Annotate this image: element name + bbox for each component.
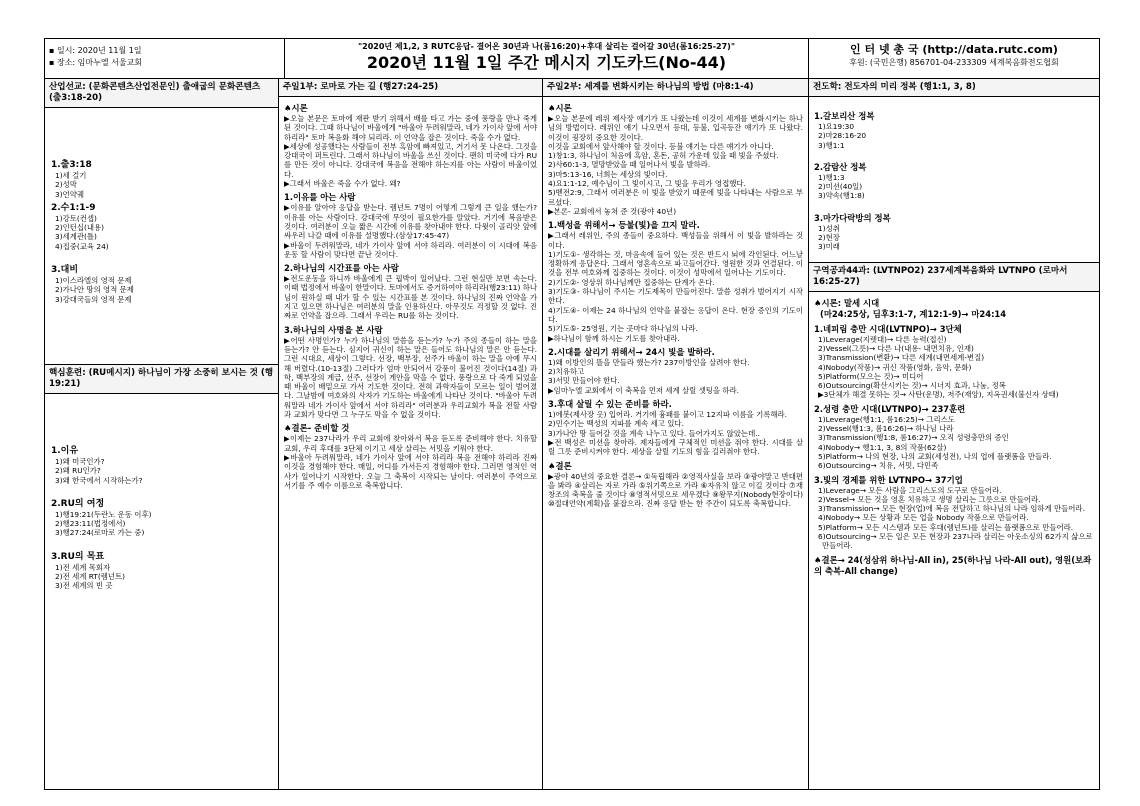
sermon2-body: [543, 97, 808, 511]
paragraph: ▶임마누엘 교회에서 이 축복을 먼저 세계 살릴 셋팅을 하라.: [548, 385, 740, 395]
place-text: ▪ 장소: 임마누엘 서울교회: [49, 58, 143, 67]
section-heading: ♠결론: [548, 460, 572, 471]
sermon2-title: 주일2부: 세계를 변화시키는 하나님의 방법 (마8:1-4): [543, 79, 808, 97]
list-item: 1)세 걸기: [55, 171, 87, 180]
list-item: 1)Leverage→ 모든 사람을 그리스도의 도구로 만들어라.: [818, 485, 1002, 495]
sermon1-title: 주일1부: 로마로 가는 길 (행27:24-25): [279, 79, 542, 97]
section-heading: ♠결론- 준비할 것: [284, 423, 350, 434]
list-item: 6)Outsourcing(확산시키는 것)→ 시너지 효과, 나눔, 정복: [818, 381, 1006, 391]
list-item: 2)Vessel(행1:3, 롬16:26)→ 하나님 나라: [818, 424, 954, 434]
header: [45, 39, 1099, 79]
evangelism-title: 전도학: 전도자의 미리 정복 (행1:1, 3, 8): [809, 79, 1099, 97]
section-heading: 2.시대를 살리기 위해서→ 24시 빛을 발하라.: [548, 346, 715, 357]
paragraph: ▶어떤 사명인가? 누가 하나님의 말씀을 듣는가? 누가 주의 종들이 하는 말을 듣는가? 안 듣는다. 심지어 귀신이 하는 말은 들어도 하나님의 말은 안 듣는다. 그런 시대요, 세상이 그렇다. 선장, 백부장, 선주가 바울이 하는 말을 아예 무시해 버렸다.(10-13절) 그러다가 엄마 안되어서 강풍이 불어진 것이다(14절) 과학, 백부장의 계급, 선주, 선장이 게안을 막을 수 없다. 풍랑으로 다 죽게 되었을 때 바울이 배밑으로 가서 기도한 것이다. 전혀 과학자들이 모르는 일이 벌어졌다. 그날밤에 여호와의 사자가 기도하는 바울에게 나타난 것이다. "바울아 두려워말라 네가 가이사 앞에서 서야 하리라" 여러분과 우리교회가 복을 전할 사람과 교회가 맞다면 그 누구도 막을 수 없을 것이다.: [284, 335, 537, 420]
list-item: 3)세계관(틀): [55, 232, 97, 242]
columns: [45, 79, 1099, 789]
list-item: 2)왜 RU인가?: [55, 466, 101, 476]
paragraph: ▶전도운동을 하니까 바울에게 큰 핍박이 일어났다. 그런 현실만 보면 속는다. 이때 법정에서 바울이 한말이다. 토마에서도 증거하여야 하리라(행23:11) 하나님이 원하실 때 내가 할 수 있는 시간표를 본 것이다. 하나님의 진짜 언약을 가지고 있으면 하나님은 여러분의 말을 인용하신다. 아무것도 걱정할 것 없다. 진짜로 언약을 잡으라. 그래서 우리는 RU를 하는 것이다.: [284, 274, 537, 321]
column-sermon-1: [279, 79, 543, 789]
list-item: 1)전 세계 목회자: [55, 562, 111, 572]
list-item: 3)왜 한국에서 시작하는가?: [55, 475, 143, 485]
list-item: 3)Transmission(변환)→ 다른 세계(내면세계-변질): [818, 353, 985, 363]
list-item: 1)요19:30: [818, 122, 855, 131]
list-item: 2)미션(40일): [818, 182, 863, 192]
section-heading: 1.이유: [51, 445, 79, 456]
header-title-block: [285, 39, 809, 78]
bank-text: 후원: (국민은행) 856701-04-233309 세계복음화전도협회: [849, 58, 1059, 67]
site-text: 인 터 넷 총 국 (http://data.rutc.com): [850, 43, 1058, 56]
section-heading: 1.출3:18: [51, 160, 92, 170]
paragraph: 이것을 교회에서 앞사해야 할 것이다. 등불 얘기는 다른 얘기가 아니다.: [548, 141, 774, 151]
paragraph: ▶이제는 237나라가 우리 교회에 찾아와서 복음 듣도록 준비해야 한다. 치유할 교회, 우리 후대를 3단체 이기고 세상 살리는 서밋을 키워야 한다.: [284, 434, 537, 453]
paragraph: ▶그래서 바울은 죽을 수가 없다. 왜?: [284, 179, 401, 189]
conclusion-text: ♠결론→ 24(성삼위 하나님-All in), 25(하나님 나라-All out), 영원(보좌의 축복-All change): [814, 554, 1092, 576]
paragraph: ▶세상에 성공했다는 사람들이 전부 흑암에 빠져있고, 거기서 못 나온다. 그것을 강대국이 퍼트린다. 그래서 하나님이 바울을 쓰신 것이다. 팬히 미국에 다가 RU를 만든 것이 아니다. 강대국에 복음을 전해야 하는지를 아는 사람이 바울이었다.: [284, 141, 537, 179]
scripture-ref: (마24:25상, 딤후3:1-7, 계12:1-9)→ 마24:14: [820, 308, 1007, 319]
list-item: 3)행1:1: [818, 140, 845, 150]
section-heading: 3.대비: [51, 265, 79, 276]
paragraph: 3)서밋 만들어야 한다.: [548, 376, 620, 386]
industry-title: 산업선교: (문화콘텐츠산업전문인) 출애굽의 문화콘텐츠 (출3:18-20): [45, 79, 278, 108]
section-heading: 1.네피림 충만 시대(LVTNPO)→ 3단체: [814, 323, 962, 334]
list-item: 4)Nobody→ 모든 상황과 모든 업을 Nobody 작품으로 만들어라.: [818, 513, 1029, 523]
list-item: 2)Vessel(그릇)→ 다른 나(내용- 내면치유, 인재): [818, 343, 974, 353]
list-item: 1)왜 미국인가?: [55, 456, 105, 466]
sermon1-body: [279, 97, 542, 492]
list-item: 1)이스라엘의 영적 문제: [55, 276, 132, 286]
date-text: ▪ 일시: 2020년 11월 1일: [49, 46, 142, 55]
section-heading: 3.하나님의 사명을 본 사람: [284, 324, 383, 335]
list-item: 5)Platform→ 모든 시스템과 모든 후대(렘넌트)를 살리는 플랫폼으로 만들어라.: [818, 522, 1074, 532]
section-heading: 2.수1:1-9: [51, 202, 96, 213]
list-item: 5)Platform→ 나의 현장, 나의 교회(세성전), 나의 업에 플랫폼을 만들라.: [818, 451, 1052, 461]
list-item: 2)가나안 땅의 영적 문제: [55, 285, 134, 295]
list-item: 4)집중(교육 24): [55, 241, 109, 251]
training-body: [45, 394, 278, 593]
paragraph: ▶하나님이 함께 하시는 기도를 찾아내라.: [548, 333, 680, 343]
paragraph: 2)사60:1-3, 멸망받았을 때 일어나서 빛을 발하라.: [548, 160, 711, 170]
list-item: 2)현장: [818, 233, 840, 243]
paragraph: ▶전 백성은 미션을 찾아라. 제자들에게 구체적인 미션을 줘야 한다. 시대를 살릴 그릇 준비시켜야 한다. 세상을 살릴 기도의 힘을 길러줘야 한다.: [548, 437, 803, 457]
paragraph: ▶그래서 레위인, 주의 종들이 중요하다. 백성들을 위해서 이 빛을 발하라는 것이다.: [548, 231, 803, 250]
list-item: 2)성막: [55, 180, 77, 190]
paragraph: 1)기도①- 생각하는 것, 마음속에 들어 있는 것은 반드시 뇌에 각인된다. 어느날 정확하게 응답온다. 그래서 영혼속으로 파고들어간다. 영원한 것과 연결된다. 이것을 전부 여호와께 집중하는 것이다. 이것이 성막에서 일어나는 기도이다.: [548, 249, 803, 278]
paragraph: ▶이유를 알아야 응답을 받는다. 렘넌트 7명이 어떻게 그렇게 큰 일을 했는가? 이유를 아는 사람이다. 강대국에 무엇이 필요한가를 알았다. 거기에 복음받은 것이다. 여러분이 오늘 짧은 시간에 이유를 찾아내야 한다. 다윗이 골리앗 앞에 싸우러 나갈 때에 이유를 설명했다.(삼상17:45-47): [284, 203, 537, 241]
list-item: 1)Leverage(행1:1, 롬16:25)→ 그리스도: [818, 414, 955, 424]
list-item: 3)Transmission(행1:8, 롬16:27)→ 오직 성령충만의 증인: [818, 433, 1009, 443]
column-evangelism: [809, 79, 1099, 789]
list-item: 1)강토(컨셉): [55, 213, 97, 223]
list-item: 6)Outsourcing→ 치유, 서밋, 다민족: [818, 461, 939, 471]
list-item: 2)인턴십(내용): [55, 223, 105, 233]
list-item: 1)성취: [818, 223, 840, 233]
paragraph: 5)벧전2:9, 그래서 여러분은 이 빛을 받았기 때문에 빛을 나타내는 사람으로 부르셨다.: [548, 188, 803, 207]
section-heading: 2.하나님의 시간표를 아는 사람: [284, 263, 399, 274]
paragraph: 1)창1:3, 하나님이 처음에 흑암, 혼돈, 공허 가운데 있을 때 빛을 주셨다.: [548, 151, 779, 161]
header-info: [45, 39, 285, 78]
header-sponsor: [809, 39, 1099, 78]
section-heading: 3.빛의 경제를 위한 LVTNPO→ 37기업: [814, 474, 963, 485]
section-heading: 2.성령 충만 시대(LVTNPO)→ 237훈련: [814, 403, 966, 414]
paragraph: 2)치유하고: [548, 367, 585, 377]
list-item: 3)미래: [818, 242, 840, 252]
section-heading: ♠시론: 말세 시대: [814, 297, 880, 308]
paragraph: ▶오늘 본문은 토마에 재판 받기 위해서 배를 타고 가는 중에 풍랑을 만나 죽게 된 것이다. 그때 하나님이 바울에게 "바울아 두려워말라, 네가 가이사 앞에 서야 하리라" 토마 복음화 해야 되리라. 이 언약을 잡은 것이다. 죽을 수가 없다.: [284, 114, 537, 142]
paragraph: 2)민수기는 백성의 지파를 계속 세고 있다.: [548, 419, 684, 429]
list-item: 2)전 세계 RT(렘넌트): [55, 572, 125, 582]
list-item: 1)행1:3: [818, 172, 845, 182]
paragraph: 3)마5:13-16, 너희는 세상의 빛이다.: [548, 169, 668, 179]
list-item: 4)Nobody→ 행1:1, 3, 8의 작품(62살): [818, 442, 947, 452]
section-heading: 2.RU의 여정: [51, 498, 105, 509]
industry-body: [45, 108, 278, 364]
paragraph: ▶오늘 본문에 레위 제사장 얘기가 또 나왔는데 이것이 세계를 변화시키는 하나님의 방법이다. 레위인 얘기 나오면서 등대, 등불, 입곡등잔 얘기가 또 나왔다. 이것이 굉장히 중요한 것이다.: [548, 114, 803, 142]
evangelism-body: [809, 97, 1099, 262]
page-title: 2020년 11월 1일 주간 메시지 기도카드(No-44): [366, 53, 727, 72]
section-heading: 1.백성을 위해서→ 등불(빛)을 끄지 말라.: [548, 220, 700, 231]
list-item: 2)마28:16-20: [818, 131, 867, 141]
paragraph: 5)기도⑤- 25영원, 기는 곳마다 하나님의 나라.: [548, 324, 698, 334]
list-item: 1)Leverage(지렛대)→ 다른 능력(접신): [818, 334, 947, 344]
list-item: 1)행19:21(두란노 운동 이후): [55, 509, 152, 519]
paragraph: ▶본론- 교회에서 놓쳐 준 것(광야 40년): [548, 206, 677, 216]
lesson-body: [809, 292, 1099, 579]
paragraph: ▶광야 40년의 중요한 결론→ ①독립해라 ②영적사실을 보라 ③광야말고 반대편을 봐라 ④살리는 자로 가라 ⑤위기쪽으로 가라 ⑥자유치 않고 이길 것이다 ⑦재창조의 축복을 줄 것이다 ⑧영적서밋으로 세우겠다 ⑨왕무지(Nobody현장이다) ⑩절대언약(계획)을 붙잡으라. 진짜 응답 받는 한 주간이 되도록 축복합니다.: [548, 471, 803, 509]
paragraph: 3)기도③- 하나님이 주시는 기도제목이 만들어진다. 말씀 성취가 벌어지기 시작한다.: [548, 287, 803, 306]
header-subtitle: "2020년 제1,2, 3 RUTC응답- 결어온 30년과 나(롬16:20)+후대 살리는 걸어갈 30년(롬16:25-27)": [357, 42, 735, 51]
section-heading: 2.감람산 정복: [814, 161, 867, 172]
section-heading: ♠시론: [548, 103, 572, 113]
list-item: 3)Transmission→ 모든 현장(업)에 복음 전달하고 하나님의 나라 임하게 만들어라.: [818, 504, 1085, 514]
paragraph: 1)에봇(제사장 옷) 입어라. 거기에 흉패를 붙이고 12지파 이름을 기록해라.: [548, 410, 788, 420]
list-item: 3)약속(행1:8): [818, 191, 865, 201]
paragraph: 4)기도④- 이제는 24 하나님의 언약을 붙잡는 응답이 온다. 현장 증인의 기도이다.: [548, 305, 803, 324]
section-heading: 1.이유를 아는 사람: [284, 192, 356, 203]
list-item: 5)Platform(모으는 것)→ 미디어: [818, 371, 924, 381]
list-item: 3)강대국들의 영적 문제: [55, 294, 132, 304]
section-heading: ♠시론: [284, 103, 308, 113]
list-item: 6)Outsourcing→ 모든 일은 모든 현장과 237나라 살리는 아웃소싱의 62가지 삶으로 만들어라.: [818, 532, 1093, 551]
list-item: 3)행27:24(로마로 가는 중): [55, 528, 145, 538]
section-heading: 3.후대 살릴 수 있는 준비를 하라.: [548, 399, 672, 410]
column-industry: [45, 79, 279, 789]
section-heading: 1.갈보리산 정복: [814, 111, 875, 121]
lesson-title: 구역공과44과: (LVTNPO2) 237세계복음화와 LVTNPO (로마서16:25-27): [809, 262, 1099, 292]
list-item: 2)Vessel→ 모든 것을 영혼 치유하고 생명 살리는 그릇으로 만들어라.: [818, 494, 1041, 504]
training-title: 핵심훈련: (RU메시지) 하나님이 가장 소중히 보시는 것 (행19:21): [45, 364, 278, 394]
paragraph: 1)왜 이방인의 뜰을 만들라 했는가? 237이방인을 살려야 한다.: [548, 357, 750, 367]
list-item: 4)Nobody(작품)→ 귀신 작품(영화, 음악, 문화): [818, 362, 972, 372]
list-item: 3)전 세계의 빈 곳: [55, 581, 113, 591]
list-item: 2)행23:11(법정에서): [55, 519, 126, 529]
list-item: ▶3단체가 해결 못하는 것→ 사탄(운명), 저주(재앙), 지옥권세(불신자 상태): [818, 390, 1059, 400]
paragraph: 3)가나안 땅 들어갈 것을 계속 나누고 있다. 들어가지도 않았는데..: [548, 428, 760, 438]
paragraph: ▶바울아 두려워말라, 네가 가이사 앞에 서야 하리라 복음 전해야 하리라 진짜 이것을 경험해야 한다. 매일, 어디를 가서든지 경험해야 한다. 그러면 영적인 역사가 일어나기 시작한다. 오늘 그 축복이 시작되는 날이다. 여러분이 주역으로 서기를 주 예수 이름으로 축복합니다.: [284, 452, 537, 490]
prayer-card: [44, 38, 1100, 790]
column-sermon-2: [543, 79, 809, 789]
paragraph: 4)요1:1-12, 예수님이 그 빛이시고, 그 빛을 우리가 영접했다.: [548, 179, 746, 189]
paragraph: ▶바울이 두려워말라, 네가 가이사 앞에 서야 하리라. 여러분이 이 시대에 복음 운동 할 사람이 맞다면 끝난 것이다.: [284, 240, 537, 259]
section-heading: 3.마가다락방의 정복: [814, 212, 891, 223]
list-item: 3)언약궤: [55, 189, 85, 199]
section-heading: 3.RU의 목표: [51, 551, 105, 562]
paragraph: 2)기도②- 영상위 하나님께만 집중하는 단계가 온다.: [548, 277, 715, 287]
